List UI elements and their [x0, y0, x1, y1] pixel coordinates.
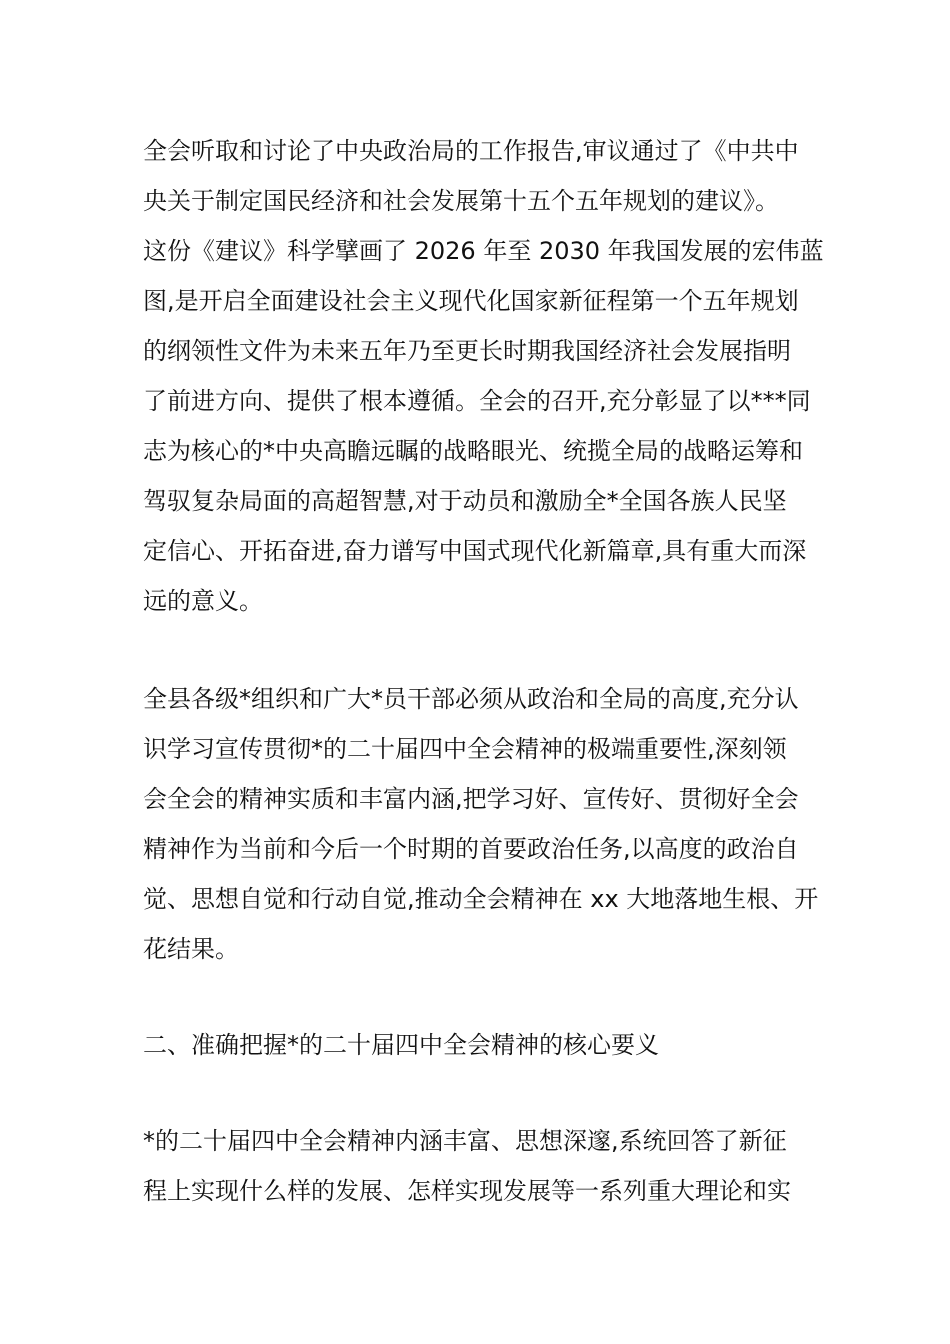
paragraph-line: 识学习宣传贯彻*的二十届四中全会精神的极端重要性,深刻领	[143, 735, 787, 763]
paragraph-line: 全县各级*组织和广大*员干部必须从政治和全局的高度,充分认	[143, 685, 799, 713]
paragraph-line: 的纲领性文件为未来五年乃至更长时期我国经济社会发展指明	[143, 337, 791, 365]
paragraph-line: 志为核心的*中央高瞻远瞩的战略眼光、统揽全局的战略运筹和	[143, 437, 803, 465]
document-content	[143, 126, 824, 1216]
paragraph-line: 图,是开启全面建设社会主义现代化国家新征程第一个五年规划	[143, 287, 799, 315]
paragraph-3	[143, 1116, 807, 1216]
heading-text: 二、准确把握*的二十届四中全会精神的核心要义	[143, 1031, 659, 1059]
paragraph-line: 央关于制定国民经济和社会发展第十五个五年规划的建议》。	[143, 187, 779, 215]
paragraph-line: 会全会的精神实质和丰富内涵,把学习好、宣传好、贯彻好全会	[143, 785, 799, 813]
paragraph-line: 花结果。	[143, 935, 239, 963]
section-spacing	[143, 974, 807, 1020]
paragraph-line: 觉、思想自觉和行动自觉,推动全会精神在 xx 大地落地生根、开	[143, 885, 819, 913]
paragraph-line: 驾驭复杂局面的高超智慧,对于动员和激励全*全国各族人民坚	[143, 487, 787, 515]
paragraph-line: *的二十届四中全会精神内涵丰富、思想深邃,系统回答了新征	[143, 1127, 787, 1155]
paragraph-line: 这份《建议》科学擘画了 2026 年至 2030 年我国发展的宏伟蓝	[143, 237, 824, 265]
section-heading	[143, 1020, 807, 1070]
paragraph-1	[143, 126, 824, 626]
paragraph-line: 精神作为当前和今后一个时期的首要政治任务,以高度的政治自	[143, 835, 799, 863]
paragraph-line: 了前进方向、提供了根本遵循。全会的召开,充分彰显了以***同	[143, 387, 811, 415]
paragraph-2	[143, 674, 819, 974]
paragraph-line: 程上实现什么样的发展、怎样实现发展等一系列重大理论和实	[143, 1177, 791, 1205]
paragraph-spacing	[143, 626, 807, 674]
paragraph-line: 定信心、开拓奋进,奋力谱写中国式现代化新篇章,具有重大而深	[143, 537, 807, 565]
paragraph-line: 远的意义。	[143, 587, 263, 615]
section-spacing	[143, 1070, 807, 1116]
paragraph-line: 全会听取和讨论了中央政治局的工作报告,审议通过了《中共中	[143, 137, 799, 165]
